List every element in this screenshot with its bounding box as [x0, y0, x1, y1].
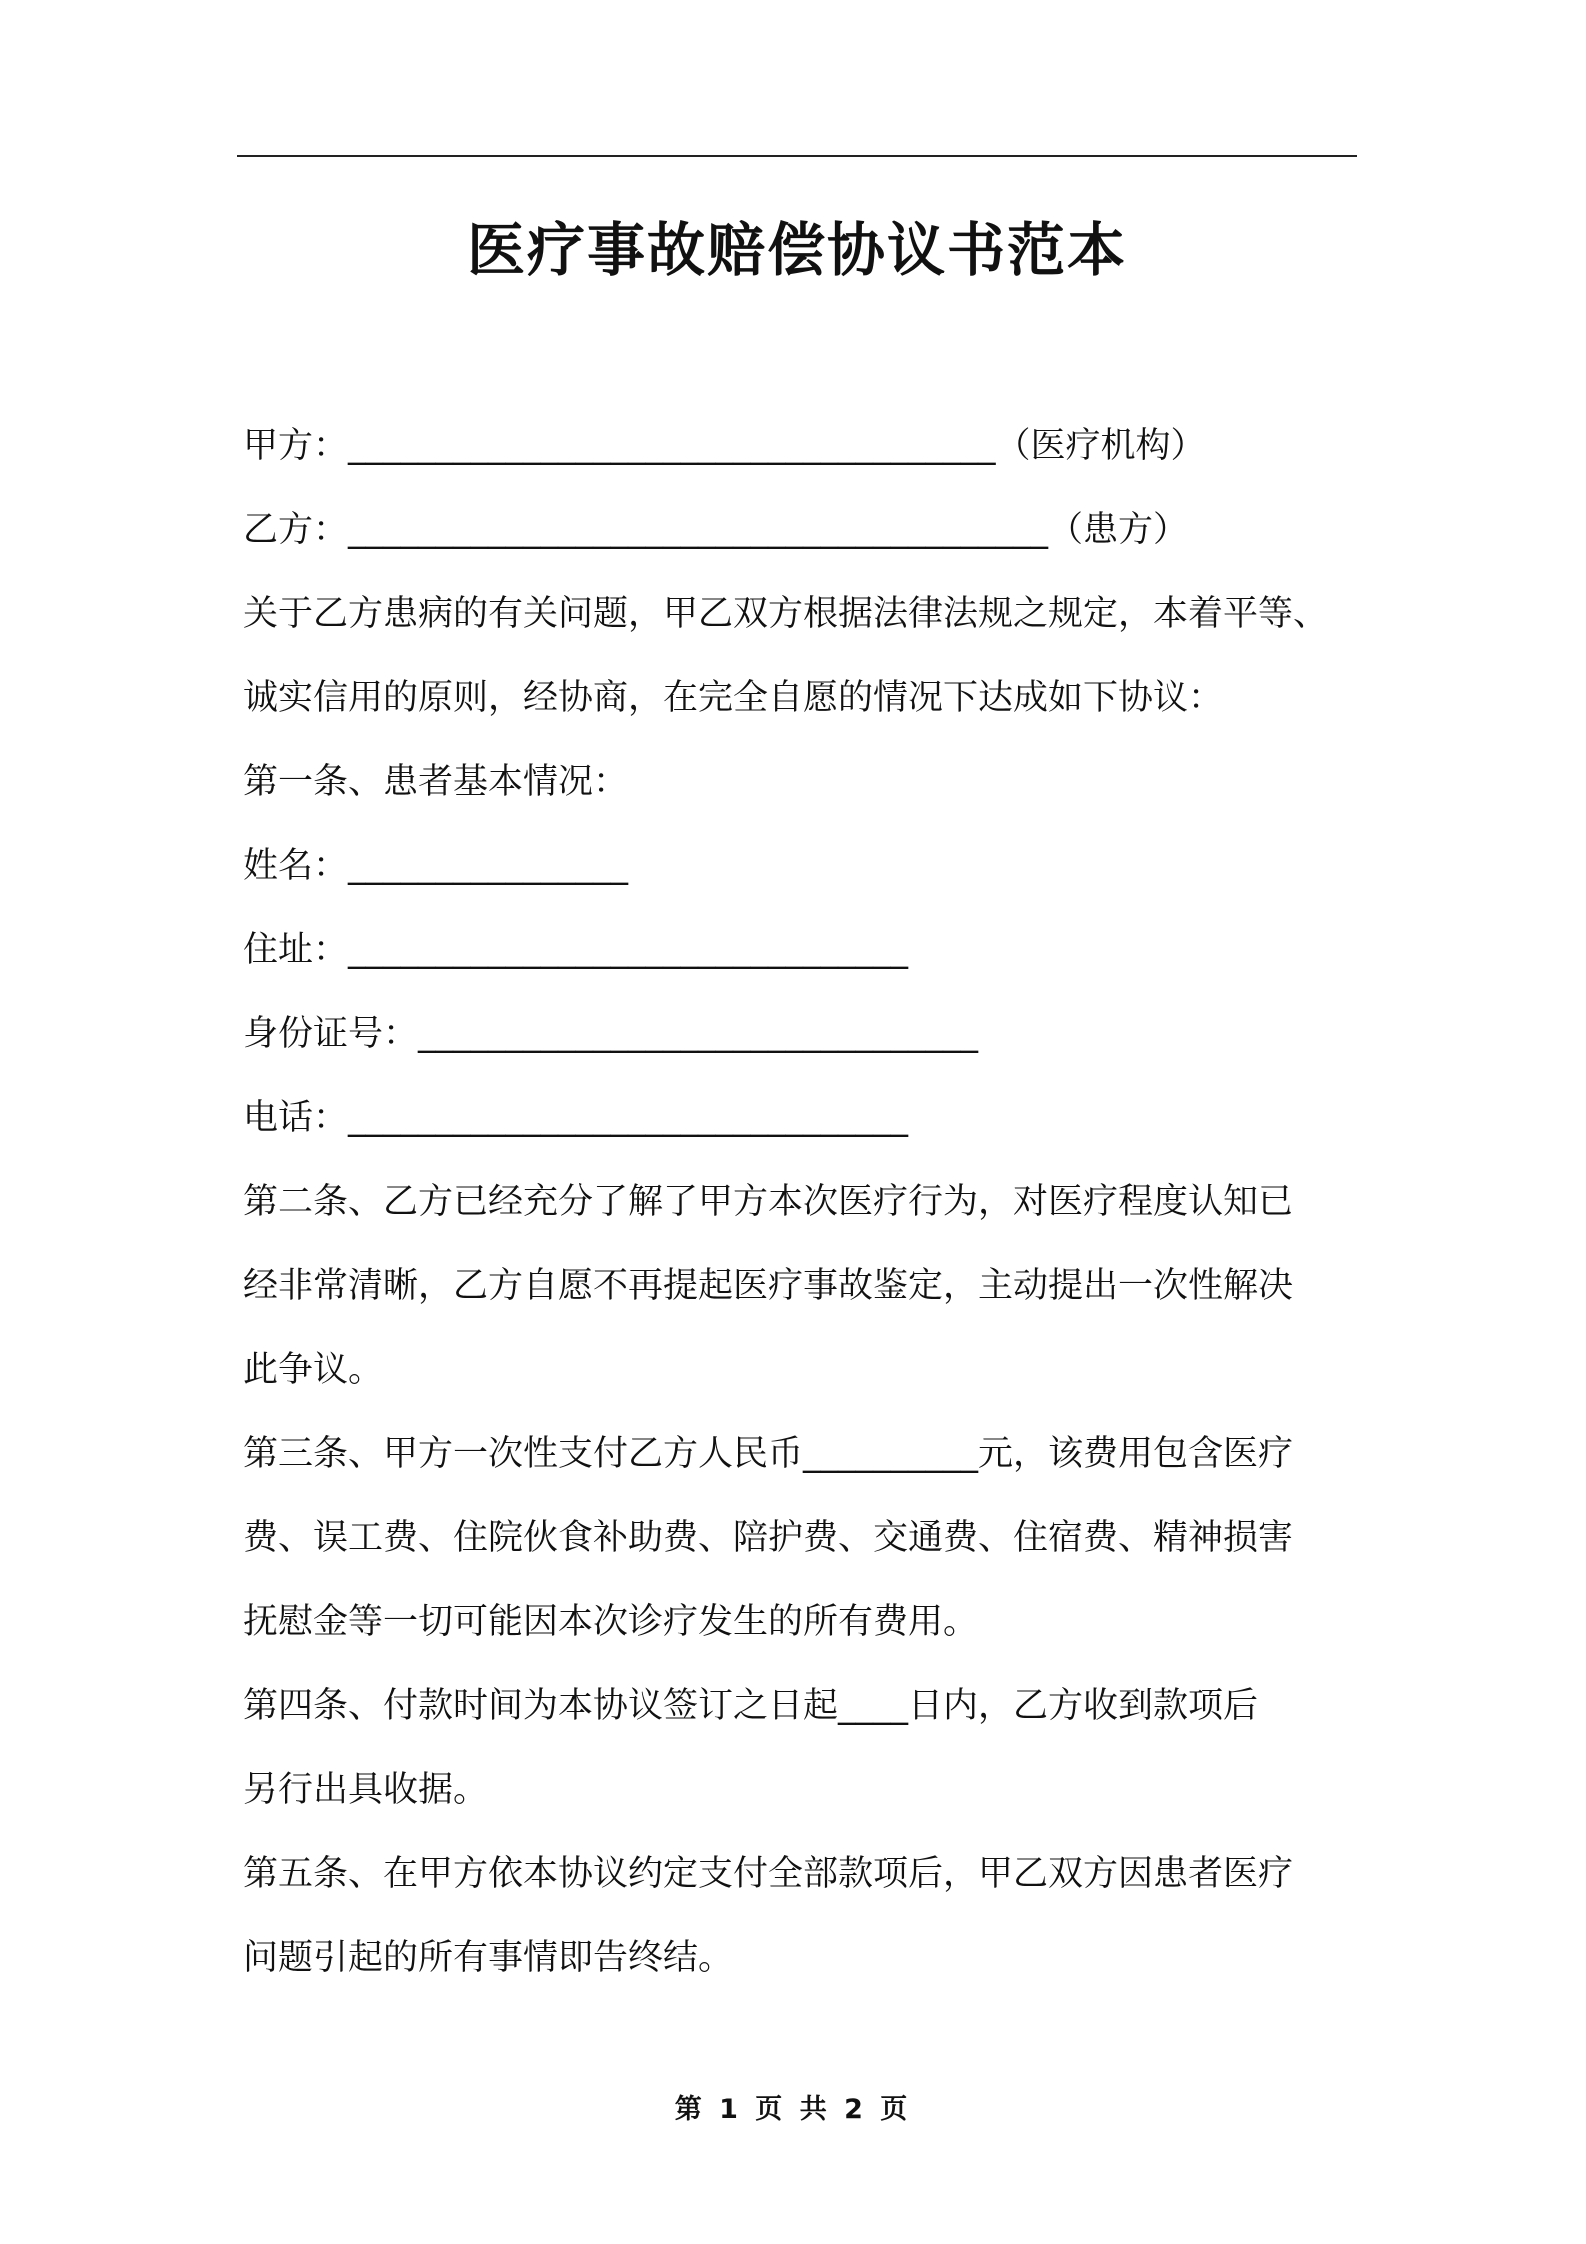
name-field-line: 姓名：________________: [243, 846, 629, 886]
preamble-line-2: 诚实信用的原则，经协商，在完全自愿的情况下达成如下协议：: [243, 678, 1224, 718]
phone-field-line: 电话：________________________________: [243, 1098, 909, 1138]
page-number: 第 1 页 共 2 页: [674, 2094, 912, 2125]
header-rule: [237, 155, 1357, 157]
article-2-line-3: 此争议。: [243, 1350, 384, 1390]
address-field-line: 住址：________________________________: [243, 930, 909, 970]
party-a-line: 甲方：_____________________________________（医疗机构）: [243, 426, 1206, 466]
article-5-line-1: 第五条、在甲方依本协议约定支付全部款项后，甲乙双方因患者医疗: [243, 1854, 1294, 1894]
preamble-line-1: 关于乙方患病的有关问题，甲乙双方根据法律法规之规定，本着平等、: [243, 594, 1329, 634]
article-3-line-1: 第三条、甲方一次性支付乙方人民币__________元，该费用包含医疗: [243, 1434, 1294, 1474]
article-2-line-2: 经非常清晰，乙方自愿不再提起医疗事故鉴定，主动提出一次性解决: [243, 1266, 1294, 1306]
article-3-line-2: 费、误工费、住院伙食补助费、陪护费、交通费、住宿费、精神损害: [243, 1518, 1294, 1558]
article-2-line-1: 第二条、乙方已经充分了解了甲方本次医疗行为，对医疗程度认知已: [243, 1182, 1294, 1222]
article-4-line-1: 第四条、付款时间为本协议签订之日起____日内，乙方收到款项后: [243, 1686, 1259, 1726]
article-5-line-2: 问题引起的所有事情即告终结。: [243, 1938, 734, 1978]
article-4-line-2: 另行出具收据。: [243, 1770, 489, 1810]
document-body: [243, 404, 1357, 2000]
document-title: 医疗事故赔偿协议书范本: [466, 216, 1127, 284]
article-3-line-3: 抚慰金等一切可能因本次诊疗发生的所有费用。: [243, 1602, 979, 1642]
id-number-field-line: 身份证号：________________________________: [243, 1014, 979, 1054]
article-1-heading: 第一条、患者基本情况：: [243, 762, 629, 802]
party-b-line: 乙方：________________________________________（患方）: [243, 510, 1189, 550]
